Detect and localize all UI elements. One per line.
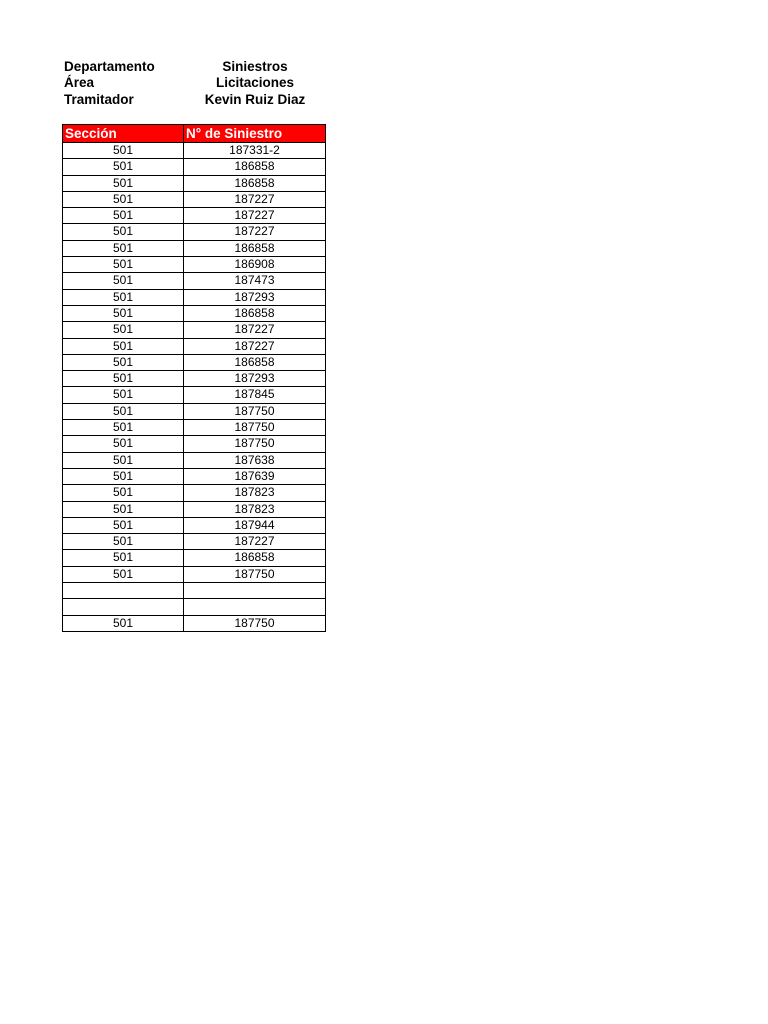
numero-siniestro-cell: 186908: [184, 257, 326, 273]
numero-siniestro-cell: 187845: [184, 387, 326, 403]
seccion-cell: 501: [63, 517, 184, 533]
header-row-departamento: [64, 59, 326, 75]
table-row: [63, 387, 326, 403]
table-row: [63, 175, 326, 191]
table-row: [63, 485, 326, 501]
seccion-cell: 501: [63, 387, 184, 403]
numero-siniestro-cell: 187823: [184, 501, 326, 517]
seccion-cell: 501: [63, 338, 184, 354]
numero-siniestro-cell: [184, 583, 326, 599]
table-row: [63, 534, 326, 550]
numero-siniestro-cell: 186858: [184, 354, 326, 370]
seccion-cell: 501: [63, 485, 184, 501]
table-row: [63, 436, 326, 452]
table-row: [63, 501, 326, 517]
seccion-cell: 501: [63, 501, 184, 517]
numero-siniestro-cell: 187293: [184, 371, 326, 387]
info-header: [64, 59, 326, 108]
seccion-cell: 501: [63, 436, 184, 452]
seccion-cell: 501: [63, 240, 184, 256]
column-header-numero-siniestro: N° de Siniestro: [184, 125, 326, 143]
header-row-tramitador: [64, 92, 326, 108]
numero-siniestro-cell: 187750: [184, 403, 326, 419]
seccion-cell: 501: [63, 191, 184, 207]
table-row: [63, 403, 326, 419]
column-header-seccion: Sección: [63, 125, 184, 143]
seccion-cell: 501: [63, 322, 184, 338]
seccion-cell: 501: [63, 305, 184, 321]
numero-siniestro-cell: 187227: [184, 191, 326, 207]
seccion-cell: 501: [63, 566, 184, 582]
seccion-cell: 501: [63, 452, 184, 468]
seccion-cell: 501: [63, 175, 184, 191]
numero-siniestro-cell: 187750: [184, 615, 326, 631]
seccion-cell: 501: [63, 257, 184, 273]
numero-siniestro-cell: 186858: [184, 305, 326, 321]
numero-siniestro-cell: 187227: [184, 322, 326, 338]
seccion-cell: [63, 583, 184, 599]
table-row: [63, 599, 326, 615]
tramitador-label: Tramitador: [64, 91, 134, 107]
seccion-cell: 501: [63, 289, 184, 305]
table-row: [63, 338, 326, 354]
numero-siniestro-cell: 187639: [184, 468, 326, 484]
header-row-area: [64, 75, 326, 91]
table-row: [63, 371, 326, 387]
table-row: [63, 322, 326, 338]
table-row: [63, 257, 326, 273]
table-row: [63, 615, 326, 631]
table-row: [63, 273, 326, 289]
table-body: [63, 143, 326, 632]
numero-siniestro-cell: 187473: [184, 273, 326, 289]
table-row: [63, 191, 326, 207]
numero-siniestro-cell: [184, 599, 326, 615]
seccion-cell: 501: [63, 403, 184, 419]
numero-siniestro-cell: 186858: [184, 240, 326, 256]
numero-siniestro-cell: 186858: [184, 159, 326, 175]
seccion-cell: 501: [63, 534, 184, 550]
table-row: [63, 566, 326, 582]
table-row: [63, 517, 326, 533]
table-row: [63, 420, 326, 436]
siniestros-table: [62, 124, 326, 632]
numero-siniestro-cell: 187823: [184, 485, 326, 501]
numero-siniestro-cell: 187944: [184, 517, 326, 533]
table-row: [63, 208, 326, 224]
numero-siniestro-cell: 186858: [184, 175, 326, 191]
seccion-cell: 501: [63, 273, 184, 289]
table-row: [63, 305, 326, 321]
numero-siniestro-cell: 187227: [184, 208, 326, 224]
seccion-cell: 501: [63, 550, 184, 566]
numero-siniestro-cell: 187331-2: [184, 143, 326, 159]
numero-siniestro-cell: 187227: [184, 224, 326, 240]
table-row: [63, 224, 326, 240]
seccion-cell: 501: [63, 208, 184, 224]
seccion-cell: 501: [63, 371, 184, 387]
table-row: [63, 550, 326, 566]
table-row: [63, 143, 326, 159]
table-row: [63, 159, 326, 175]
seccion-cell: 501: [63, 354, 184, 370]
seccion-cell: [63, 599, 184, 615]
seccion-cell: 501: [63, 159, 184, 175]
table-row: [63, 289, 326, 305]
departamento-label: Departamento: [64, 59, 155, 74]
table-row: [63, 354, 326, 370]
seccion-cell: 501: [63, 224, 184, 240]
numero-siniestro-cell: 187293: [184, 289, 326, 305]
numero-siniestro-cell: 186858: [184, 550, 326, 566]
numero-siniestro-cell: 187750: [184, 436, 326, 452]
numero-siniestro-cell: 187638: [184, 452, 326, 468]
table-row: [63, 583, 326, 599]
numero-siniestro-cell: 187750: [184, 420, 326, 436]
table-header-row: [63, 125, 326, 143]
tramitador-value: Kevin Ruiz Diaz: [204, 91, 306, 107]
table-row: [63, 240, 326, 256]
seccion-cell: 501: [63, 468, 184, 484]
seccion-cell: 501: [63, 143, 184, 159]
seccion-cell: 501: [63, 420, 184, 436]
numero-siniestro-cell: 187227: [184, 338, 326, 354]
table-row: [63, 452, 326, 468]
numero-siniestro-cell: 187750: [184, 566, 326, 582]
seccion-cell: 501: [63, 615, 184, 631]
numero-siniestro-cell: 187227: [184, 534, 326, 550]
departamento-value: Siniestros: [222, 59, 288, 74]
area-label: Área: [64, 75, 95, 91]
area-value: Licitaciones: [215, 75, 295, 91]
table-row: [63, 468, 326, 484]
